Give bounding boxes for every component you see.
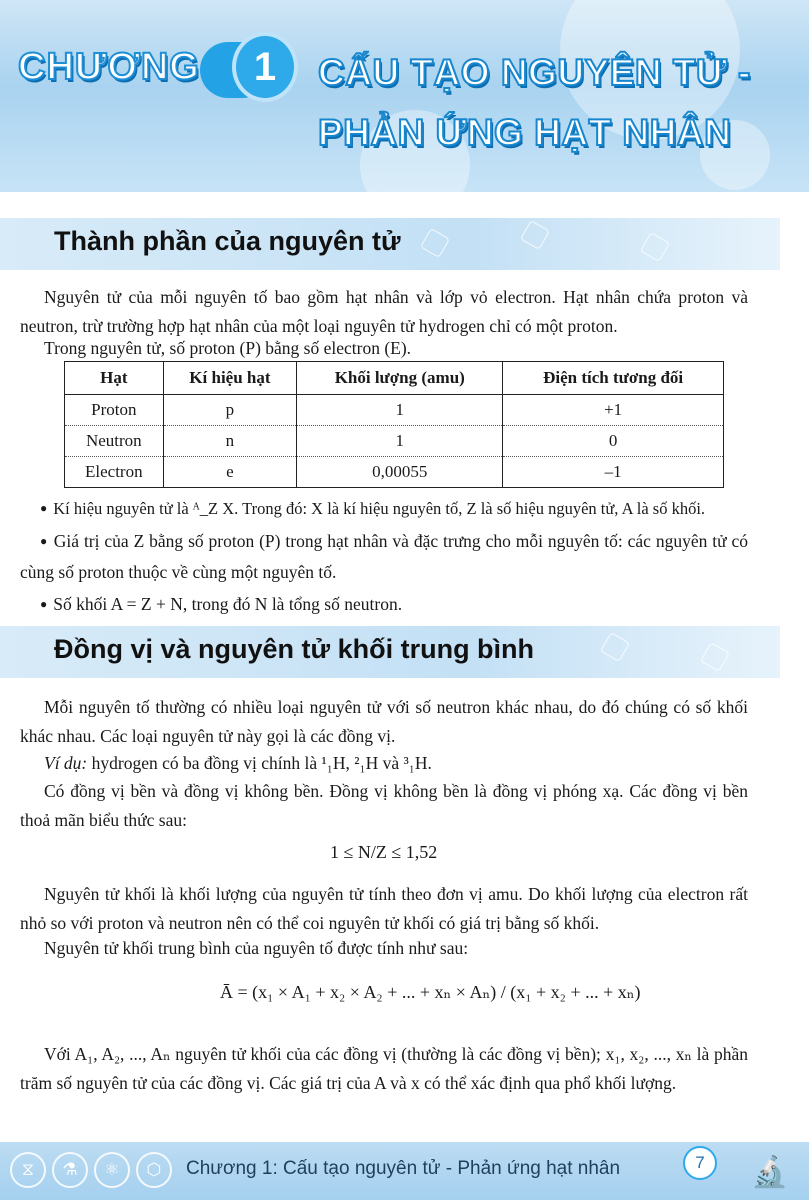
section2-paragraph4: Nguyên tử khối trung bình của nguyên tố được tính như sau: [44, 938, 469, 958]
chapter-header [0, 0, 809, 192]
stability-formula: 1 ≤ N/Z ≤ 1,52 [330, 842, 438, 862]
table-row [65, 395, 724, 426]
table-cell: 1 [297, 395, 503, 426]
average-mass-formula: Ā = (x₁ × A₁ + x₂ × A₂ + ... + xₙ × Aₙ) / (x₁ + x₂ + ... + xₙ) [220, 982, 641, 1002]
section1-paragraph2: Trong nguyên tử, số proton (P) bằng số electron (E). [44, 338, 412, 358]
section1-title: Thành phần của nguyên tử [54, 226, 401, 256]
table-header-row [65, 362, 724, 395]
table-cell: Proton [65, 395, 164, 426]
section1-banner [0, 218, 780, 270]
footer-chapter-title: Chương 1: Cấu tạo nguyên tử - Phản ứng hạt nhân [186, 1158, 621, 1179]
example-label: Ví dụ: [44, 753, 88, 773]
section2-paragraph1: Mỗi nguyên tố thường có nhiều loại nguyên tử với số neutron khác nhau, do đó chúng có số khối khác nhau. Các loại nguyên tử này gọi là các đồng vị. [20, 697, 748, 746]
molecule-icon: ⬡ [136, 1152, 172, 1188]
flask-icon: ⚗ [52, 1152, 88, 1188]
table-row [65, 457, 724, 488]
table-cell: n [163, 426, 297, 457]
page-number: 7 [683, 1146, 717, 1180]
table-header-cell: Khối lượng (amu) [297, 362, 503, 395]
table-cell: 0 [503, 426, 724, 457]
table-cell: 1 [297, 426, 503, 457]
table-header-cell: Điện tích tương đối [503, 362, 724, 395]
chapter-label: CHƯƠNG [18, 46, 200, 88]
table-cell: p [163, 395, 297, 426]
section2-paragraph3: Nguyên tử khối là khối lượng của nguyên tử tính theo đơn vị amu. Do khối lượng của electron rất nhỏ so với proton và neutron nên có thể coi nguyên tử khối có giá trị bằng số khối. [20, 884, 748, 933]
chapter-title-line2: PHẢN ỨNG HẠT NHÂN [318, 112, 732, 153]
bullet-z-value: ● Giá trị của Z bằng số proton (P) trong hạt nhân và đặc trưng cho mỗi nguyên tố: các nguyên tử có cùng số proton thuộc về cùng một nguyên tố. [20, 527, 748, 587]
section2-paragraph2: Có đồng vị bền và đồng vị không bền. Đồng vị không bền là đồng vị phóng xạ. Các đồng vị bền thoả mãn biểu thức sau: [20, 781, 748, 830]
table-header-cell: Kí hiệu hạt [163, 362, 297, 395]
particle-table [64, 361, 724, 488]
section1-paragraph1: Nguyên tử của mỗi nguyên tố bao gồm hạt nhân và lớp vỏ electron. Hạt nhân chứa proton và neutron, trừ trường hợp hạt nhân của một loại nguyên tử hydrogen chỉ có một proton. [20, 287, 748, 336]
section2-banner [0, 626, 780, 678]
table-row [65, 426, 724, 457]
table-header-cell: Hạt [65, 362, 164, 395]
table-cell: Electron [65, 457, 164, 488]
table-cell: 0,00055 [297, 457, 503, 488]
table-cell: Neutron [65, 426, 164, 457]
chapter-title-line1: CẤU TẠO NGUYÊN TỬ - [318, 52, 751, 93]
section2-paragraph5: Với A₁, A₂, ..., Aₙ nguyên tử khối của các đồng vị (thường là các đồng vị bền); x₁, x₂, ..., xₙ là phần trăm số nguyên tử của các đồng vị. Các giá trị của A và x có thể xác định qua phổ khối lượng. [20, 1044, 748, 1093]
atom-icon: ⚛ [94, 1152, 130, 1188]
section2-title: Đồng vị và nguyên tử khối trung bình [54, 634, 535, 664]
table-cell: –1 [503, 457, 724, 488]
table-cell: e [163, 457, 297, 488]
example-line [44, 749, 744, 778]
bullet-mass-number: ● Số khối A = Z + N, trong đó N là tổng số neutron. [40, 590, 740, 621]
dna-icon: ⧖ [10, 1152, 46, 1188]
microscope-icon: 🔬 [751, 1155, 789, 1190]
bullet-atomic-symbol: ● Kí hiệu nguyên tử là ᴬ_Z X. Trong đó: X là kí hiệu nguyên tố, Z là số hiệu nguyên tử, A là số khối. [40, 494, 780, 525]
chapter-number: 1 [232, 32, 298, 102]
table-cell: +1 [503, 395, 724, 426]
example-text: hydrogen có ba đồng vị chính là ¹₁H, ²₁H và ³₁H. [91, 753, 432, 773]
